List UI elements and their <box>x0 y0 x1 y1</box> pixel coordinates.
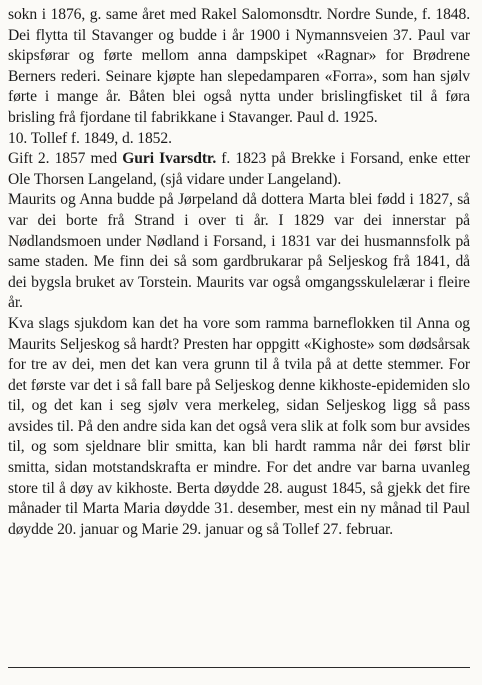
marriage-text-before: Gift 2. 1857 med <box>8 150 123 168</box>
marriage-text-after: f. 1823 på Brekke i Forsand, enke etter Ole Thorsen Langeland, (sjå vidare under Langeland). <box>8 150 471 188</box>
bottom-divider <box>8 667 470 668</box>
paragraph-maurits-anna-history: Maurits og Anna budde på Jørpeland då dottera Marta blei fødd i 1827, så var dei borte frå Strand i over ti år. I 1829 var dei innerstar på Nødlandsmoen under Nødland i Forsand, i 1831 var dei husmannsfolk på same staden. Me finn dei så som gardbrukarar på Seljeskog frå 1841, då dei bygsla bruket av Torstein. Maurits var også omgangsskulelærar i fleire år. <box>8 191 470 312</box>
document-page <box>8 5 470 540</box>
paragraph-paul-biography: sokn i 1876, g. same året med Rakel Salomonsdtr. Nordre Sunde, f. 1848. Dei flytta til Stavanger og budde i år 1900 i Nymannsveien 37. Paul var skipsførar og førte mellom anna dampskipet «Ragnar» for Brødrene Berners rederi. Seinare kjøpte han slepedamparen «Forra», som han sjølv førte i mange år. Båten blei også nytta under brislingfisket til å føra brisling frå fjordane til fabrikkane i Stavanger. Paul d. 1925. <box>8 6 470 126</box>
paragraph-disease-discussion: Kva slags sjukdom kan det ha vore som ramma barneflokken til Anna og Maurits Seljeskog så hardt? Presten har oppgitt «Kighoste» som dødsårsak for tre av dei, men det kan vera grunn til å tvila på at dette stemmer. For det første var det i så fall bare på Seljeskog denne kikhoste-epidemiden slo til, og det kan i seg sjølv vera merkeleg, sidan Seljeskog ligg så pass avsides til. På den andre sida kan det også vera slik at folk som bur avsides til, og som sjeldnare blir smitta, kan bli hardt ramma når dei først blir smitta, sidan motstandskrafta er mindre. For det andre var barna uvanleg store til å døy av kikhoste. Berta døydde 28. august 1845, så gjekk det fire månader til Marta Maria døydde 31. desember, mest ein ny månad til Paul døydde 20. januar og Marie 29. januar og så Tollef 27. februar. <box>8 314 470 538</box>
paragraph-second-marriage <box>8 149 470 190</box>
paragraph-tollef-entry: 10. Tollef f. 1849, d. 1852. <box>8 129 172 147</box>
spouse-name: Guri Ivarsdtr. <box>122 150 217 168</box>
